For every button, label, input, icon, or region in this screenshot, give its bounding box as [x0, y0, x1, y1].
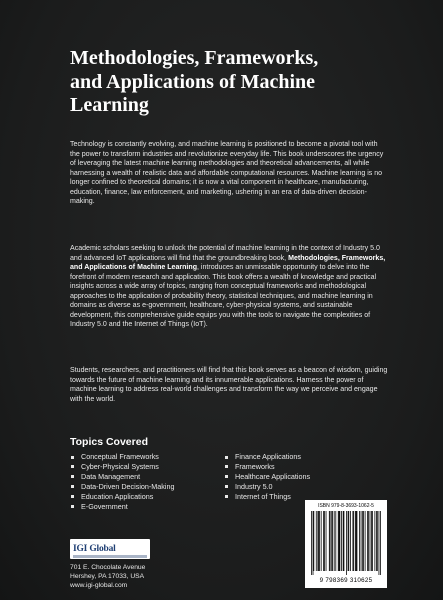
topic-item: Education Applications	[70, 492, 174, 502]
barcode-bar	[329, 511, 330, 571]
topic-item: Conceptual Frameworks	[70, 452, 174, 462]
p2-line: to navigate the complexities of Industry 5.0 and the Internet of Things (IoT).	[70, 311, 371, 329]
description-paragraph-2	[70, 244, 388, 330]
barcode-bar	[316, 511, 317, 571]
p1-line: enforcement, and marketing, ushering in an era of data-driven decision-	[143, 188, 367, 196]
description-paragraph-3	[70, 366, 388, 404]
barcode-bar	[348, 511, 349, 571]
book-title-inline: Machine Learning	[137, 264, 198, 272]
barcode-bar	[318, 511, 319, 571]
topic-item: Finance Applications	[224, 452, 310, 462]
barcode-bar	[332, 511, 333, 571]
barcode-bar	[339, 511, 340, 571]
topic-item: Data Management	[70, 472, 174, 482]
barcode-bar	[319, 511, 320, 571]
barcode-bar	[313, 511, 314, 575]
barcode-bars	[311, 511, 381, 575]
barcode-bar	[368, 511, 369, 571]
barcode-bar	[326, 511, 327, 571]
barcode-bar	[330, 511, 331, 571]
publisher-website: www.igi-global.com	[70, 582, 128, 589]
barcode-bar	[318, 511, 319, 571]
p1-line: Technology is constantly evolving, and machine learning is positioned to	[70, 141, 295, 148]
address-line: 701 E. Chocolate Avenue	[70, 564, 146, 571]
book-title	[70, 47, 410, 118]
barcode-bar	[323, 511, 324, 571]
topics-list-left	[70, 452, 174, 511]
barcode-number: 9 798369 310625	[319, 577, 373, 584]
barcode-bar	[376, 511, 377, 571]
barcode-bar	[338, 511, 339, 571]
title-line-3: Learning	[70, 94, 149, 116]
topics-heading: Topics Covered	[70, 436, 148, 448]
p2-line: the context of Industry 5.0 and advanced IoT applications will find that the	[70, 245, 380, 262]
barcode-bar	[380, 511, 381, 575]
title-line-2: and Applications of Machine	[70, 70, 316, 93]
p3-line: the world.	[84, 395, 116, 403]
barcode-bar	[357, 511, 358, 571]
barcode-bar	[348, 511, 349, 571]
barcode-bar	[365, 511, 366, 571]
barcode-bar	[311, 511, 312, 575]
book-title-inline: Methodologies, Frameworks, and Applications of	[70, 254, 386, 272]
barcode-bar	[359, 511, 360, 571]
barcode-bar	[370, 511, 371, 571]
p3-line: Students, researchers, and practitioners will find that this book serves as a	[70, 367, 302, 374]
p1-line: machine learning methodologies and theoretical advancements, all while	[142, 160, 370, 168]
barcode-bar	[361, 511, 362, 571]
topic-item: Internet of Things	[224, 492, 310, 502]
p1-line: become a pivotal tool with the power to transform industries and revolutionize	[70, 141, 378, 158]
barcode-bar	[367, 511, 368, 571]
description-paragraph-1	[70, 140, 388, 207]
publisher-address	[70, 563, 145, 590]
isbn-label: ISBN 979-8-3693-1062-5	[318, 503, 374, 509]
p1-line: everyday life. This book underscores the urgency of leveraging the latest	[70, 150, 384, 168]
barcode-bar	[356, 511, 357, 571]
barcode-bar	[362, 511, 363, 571]
barcode-bar	[353, 511, 354, 571]
topic-item: Industry 5.0	[224, 482, 310, 492]
topic-item: Frameworks	[224, 462, 310, 472]
barcode-bar	[313, 511, 314, 571]
barcode-bar	[343, 511, 344, 571]
barcode-bar	[374, 511, 375, 571]
barcode-bar	[335, 511, 336, 571]
barcode-bar	[321, 511, 322, 571]
publisher-logo-tagline-bar	[73, 555, 147, 558]
barcode-bar	[371, 511, 372, 571]
p2-line: knowledge and practical insights across a wide array of topics, ranging from	[70, 273, 377, 291]
barcode-bar	[353, 511, 354, 571]
p1-line: harnessing a wealth of realistic data and affordable computational resources.	[70, 169, 310, 177]
topics-list-right	[224, 452, 310, 502]
p2-line: forefront of modern research and application. This book offers a wealth of	[70, 273, 299, 281]
p2-line: sustainable development, this comprehensive guide equips you with the tools	[70, 302, 353, 319]
barcode-bar	[341, 511, 342, 571]
barcode-bar	[339, 511, 340, 571]
p1-line: making.	[70, 198, 95, 206]
barcode-bar	[377, 511, 378, 571]
barcode-bar	[350, 511, 351, 571]
p3-line: innumerable applications. Harness the power of machine learning to address	[70, 376, 364, 394]
barcode-bar	[379, 511, 380, 575]
topic-item: E-Government	[70, 502, 174, 512]
address-line: Hershey, PA 17033, USA	[70, 573, 145, 580]
p3-line: beacon of wisdom, guiding towards the future of machine learning and its	[70, 367, 388, 384]
p2-line: as diverse as e-government, healthcare, cyber-physical systems, and	[98, 302, 315, 310]
p1-line: Machine learning is no longer confined to theoretical domains; it is now	[70, 169, 383, 187]
barcode-bar	[344, 511, 345, 571]
barcode-bar	[334, 511, 335, 571]
barcode-bar	[372, 511, 373, 571]
p2-line: , introduces an unmissable opportunity to delve into the	[197, 264, 370, 272]
topic-item: Cyber-Physical Systems	[70, 462, 174, 472]
p2-line: conceptual frameworks and methodological approaches to the application of	[70, 283, 367, 300]
publisher-logo-text: IGI Global	[73, 544, 116, 554]
barcode	[305, 500, 387, 588]
barcode-bar	[346, 511, 347, 575]
publisher-logo	[70, 539, 150, 559]
p2-line: Academic scholars seeking to unlock the potential of machine learning in	[70, 245, 297, 252]
barcode-bar	[331, 511, 332, 571]
p2-line: groundbreaking book,	[217, 254, 287, 262]
barcode-bar	[355, 511, 356, 571]
p1-line: a vital component in healthcare, manufacturing, education, finance, law	[70, 179, 369, 196]
p2-line: probability theory, statistical techniques, and machine learning in domains	[70, 292, 373, 310]
title-line-1: Methodologies, Frameworks,	[70, 47, 319, 69]
topic-item: Healthcare Applications	[224, 472, 310, 482]
barcode-bar	[324, 511, 325, 571]
barcode-bar	[363, 511, 364, 571]
p3-line: real-world challenges and transform the way we perceive and engage with	[70, 386, 378, 403]
topic-item: Data-Driven Decision-Making	[70, 482, 174, 492]
